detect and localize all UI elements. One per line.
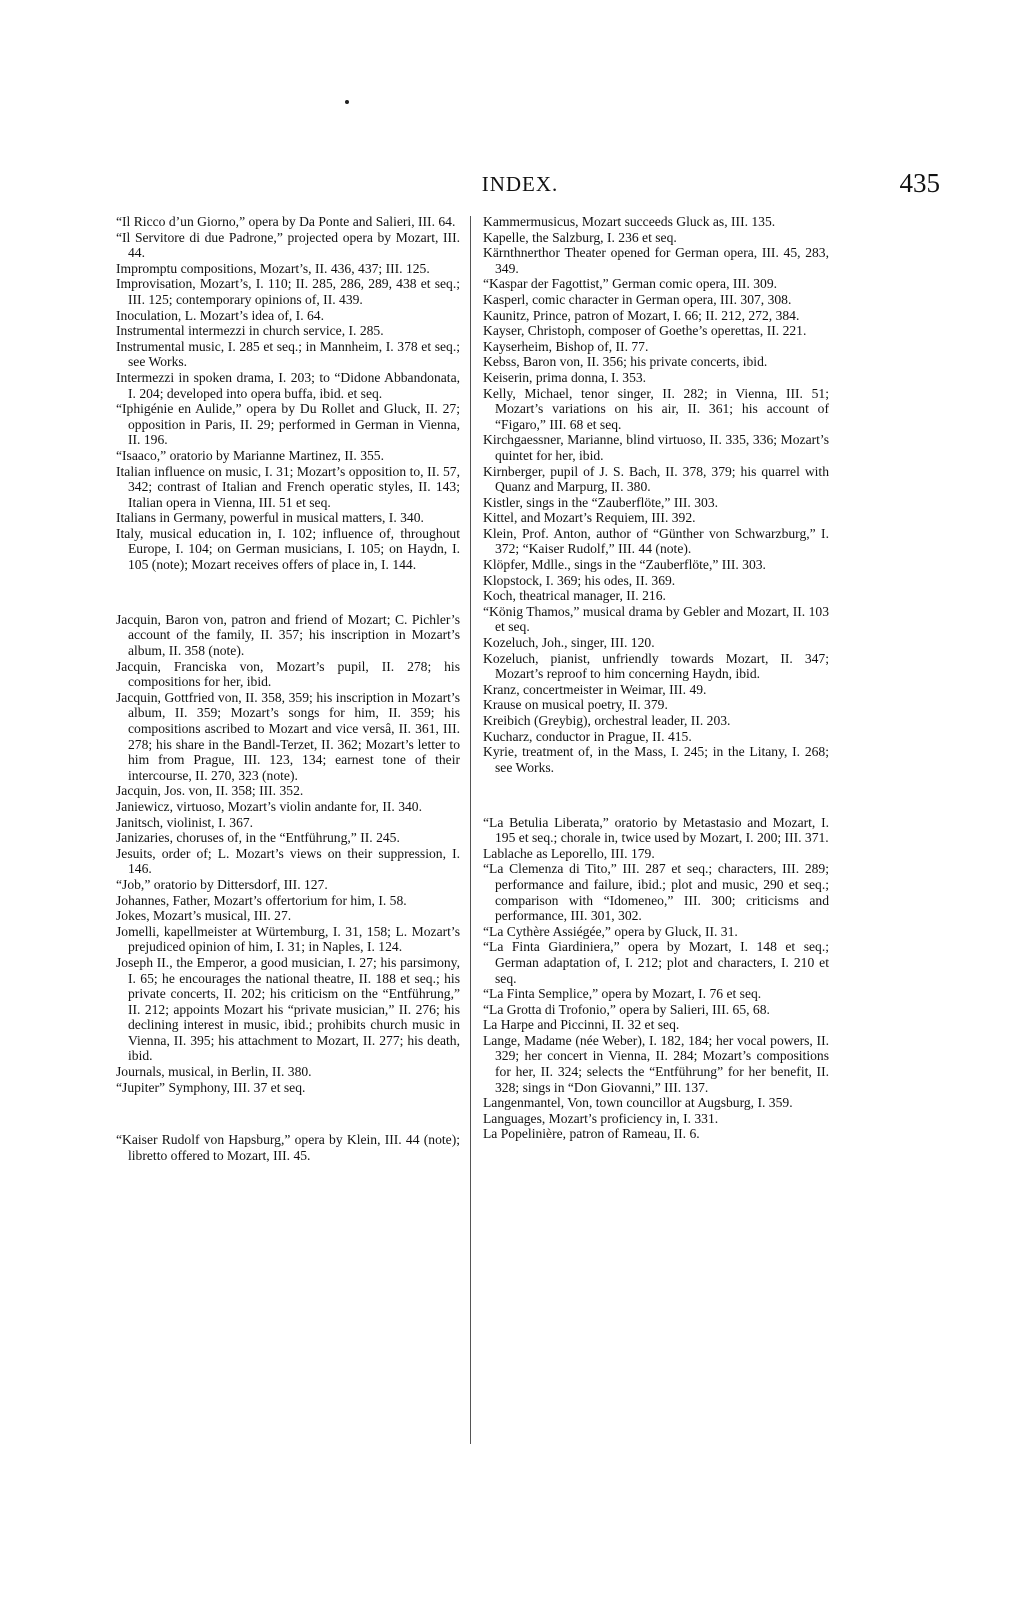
index-entry: Improvisation, Mozart’s, I. 110; II. 285, 286, 289, 438 et seq.; III. 125; contemporary opinions of, II. 439. bbox=[116, 276, 460, 307]
index-entry: “La Finta Giardiniera,” opera by Mozart, I. 148 et seq.; German adaptation of, I. 212; plot and characters, I. 210 et seq. bbox=[483, 939, 829, 986]
index-entry: Keiserin, prima donna, I. 353. bbox=[483, 369, 647, 385]
index-entry: Langenmantel, Von, town councillor at Augsburg, I. 359. bbox=[483, 1095, 793, 1111]
stray-mark bbox=[345, 100, 349, 104]
index-entry: “La Finta Semplice,” opera by Mozart, I. 76 et seq. bbox=[483, 986, 762, 1002]
page-number: 435 bbox=[899, 168, 940, 198]
index-entry: Kittel, and Mozart’s Requiem, III. 392. bbox=[483, 510, 696, 526]
index-entry: “Isaaco,” oratorio by Marianne Martinez, II. 355. bbox=[116, 447, 384, 463]
index-entry: Kapelle, the Salzburg, I. 236 et seq. bbox=[483, 229, 677, 245]
index-entry: Klöpfer, Mdlle., sings in the “Zauberflöte,” III. 303. bbox=[483, 557, 766, 573]
section-gap bbox=[116, 586, 460, 598]
index-entry: Instrumental intermezzi in church service, I. 285. bbox=[116, 323, 384, 339]
section-gap bbox=[116, 1109, 460, 1119]
index-entry: Kayserheim, Bishop of, II. 77. bbox=[483, 338, 649, 354]
index-entry: Kayser, Christoph, composer of Goethe’s operettas, II. 221. bbox=[483, 323, 807, 339]
index-entry: “Jupiter” Symphony, III. 37 et seq. bbox=[116, 1079, 306, 1095]
index-entry: “König Thamos,” musical drama by Gebler and Mozart, II. 103 et seq. bbox=[483, 603, 829, 635]
index-entry: La Harpe and Piccinni, II. 32 et seq. bbox=[483, 1017, 680, 1033]
index-entry: Jacquin, Franciska von, Mozart’s pupil, II. 278; his compositions for her, ibid. bbox=[116, 658, 460, 690]
page-title: INDEX. bbox=[481, 172, 559, 196]
index-entry: Klopstock, I. 369; his odes, II. 369. bbox=[483, 572, 676, 588]
index-entry: “Il Ricco d’un Giorno,” opera by Da Ponte and Salieri, III. 64. bbox=[116, 214, 456, 229]
index-entry: Lange, Madame (née Weber), I. 182, 184; her vocal powers, II. 329; her concert in Vienna, II. 284; Mozart’s compositions for her, II. 324; selects the “Entführung” for her benefit, II. 328; sings in “Don Giovanni,” III. 137. bbox=[483, 1032, 829, 1095]
index-entry: Kistler, sings in the “Zauberflöte,” III. 303. bbox=[483, 494, 719, 510]
index-entry: Kirchgaessner, Marianne, blind virtuoso, II. 335, 336; Mozart’s quintet for her, ibid. bbox=[483, 432, 829, 463]
index-entry: Jesuits, order of; L. Mozart’s views on their suppression, I. 146. bbox=[116, 845, 460, 877]
index-entry: Italians in Germany, powerful in musical matters, I. 340. bbox=[116, 510, 424, 526]
index-entry: La Popelinière, patron of Rameau, II. 6. bbox=[483, 1126, 700, 1142]
index-entry: Jokes, Mozart’s musical, III. 27. bbox=[116, 908, 292, 924]
index-entry: Kozeluch, pianist, unfriendly towards Mozart, II. 347; Mozart’s reproof to him concerning Haydn, ibid. bbox=[483, 650, 829, 682]
index-entry: Intermezzi in spoken drama, I. 203; to “Didone Abbandonata, I. 204; developed into opera buffa, ibid. et seq. bbox=[116, 369, 460, 401]
index-entry: Joseph II., the Emperor, a good musician, I. 27; his parsimony, I. 65; he encourages the national theatre, II. 188 et seq.; his private concerts, II. 202; his criticism on the “Entführung,” II. 212; appoints Mozart his “private musician,” II. 276; his declining interest in music, ibid.; prohibits church music in Vienna, II. 395; his attachment to Mozart, II. 277; his death, ibid. bbox=[116, 954, 460, 1064]
index-entry: Kranz, concertmeister in Weimar, III. 49. bbox=[483, 681, 707, 697]
index-entry: Janiewicz, virtuoso, Mozart’s violin andante for, II. 340. bbox=[116, 798, 422, 814]
index-entry: Klein, Prof. Anton, author of “Günther von Schwarzburg,” I. 372; “Kaiser Rudolf,” III. 44 (note). bbox=[483, 525, 829, 557]
index-entry: Languages, Mozart’s proficiency in, I. 331. bbox=[483, 1110, 719, 1126]
index-entry: Kelly, Michael, tenor singer, II. 282; in Vienna, III. 51; Mozart’s variations on his air, II. 361; his account of “Figaro,” III. 68 et seq. bbox=[483, 385, 829, 432]
index-entry: Italy, musical education in, I. 102; influence of, throughout Europe, I. 104; on German musicians, I. 105; on Haydn, I. 105 (note); Mozart receives offers of place in, I. 144. bbox=[116, 525, 460, 573]
index-entry: Instrumental music, I. 285 et seq.; in Mannheim, I. 378 et seq.; see Works. bbox=[116, 338, 460, 370]
index-entry: “La Cythère Assiégée,” opera by Gluck, II. 31. bbox=[483, 923, 738, 939]
index-entry: Koch, theatrical manager, II. 216. bbox=[483, 588, 666, 604]
index-entry: Journals, musical, in Berlin, II. 380. bbox=[116, 1064, 312, 1080]
index-entry: Johannes, Father, Mozart’s offertorium for him, I. 58. bbox=[116, 892, 407, 908]
index-entry: “Kaspar der Fagottist,” German comic opera, III. 309. bbox=[483, 276, 778, 292]
index-entry: Kebss, Baron von, II. 356; his private concerts, ibid. bbox=[483, 354, 768, 370]
index-entry: Kirnberger, pupil of J. S. Bach, II. 378, 379; his quarrel with Quanz and Marpurg, II. 380. bbox=[483, 463, 829, 495]
index-entry: “La Betulia Liberata,” oratorio by Metastasio and Mozart, I. 195 et seq.; chorale in, twice used by Mozart, I. 200; III. 371. bbox=[483, 814, 829, 846]
index-entry: Krause on musical poetry, II. 379. bbox=[483, 697, 668, 713]
page-header bbox=[100, 168, 940, 208]
index-entry: Jacquin, Gottfried von, II. 358, 359; his inscription in Mozart’s album, II. 359; Mozart’s songs for him, II. 359; his compositions ascribed to Mozart and vice versâ, II. 361, III. 278; his share in the Bandl-Terzet, II. 362; Mozart’s letter to him from Prague, III. 123, 134; earnest tone of their intercourse, II. 270, 323 (note). bbox=[116, 689, 460, 783]
section-gap bbox=[483, 789, 829, 801]
index-entry: Kaunitz, Prince, patron of Mozart, I. 66; II. 212, 272, 384. bbox=[483, 307, 800, 323]
index-entry: Kucharz, conductor in Prague, II. 415. bbox=[483, 728, 692, 744]
index-entry: Jomelli, kapellmeister at Würtemburg, I. 31, 158; L. Mozart’s prejudiced opinion of him, I. 31; in Naples, I. 124. bbox=[116, 923, 460, 955]
index-entry: “Il Servitore di due Padrone,” projected opera by Mozart, III. 44. bbox=[116, 229, 460, 261]
index-entry: Impromptu compositions, Mozart’s, II. 436, 437; III. 125. bbox=[116, 260, 430, 276]
index-entry: Janitsch, violinist, I. 367. bbox=[116, 814, 254, 830]
index-entry: Janizaries, choruses of, in the “Entführung,” II. 245. bbox=[116, 830, 400, 846]
index-entry: “La Grotta di Trofonio,” opera by Salieri, III. 65, 68. bbox=[483, 1001, 770, 1017]
index-entry: Inoculation, L. Mozart’s idea of, I. 64. bbox=[116, 307, 325, 323]
index-entry: “Kaiser Rudolf von Hapsburg,” opera by Klein, III. 44 (note); libretto offered to Mozart, III. 45. bbox=[116, 1132, 460, 1164]
index-entry: Jacquin, Baron von, patron and friend of Mozart; C. Pichler’s account of the family, II. 357; his inscription in Mozart’s album, II. 358 (note). bbox=[116, 611, 460, 659]
right-column bbox=[483, 214, 829, 1142]
column-divider bbox=[470, 216, 471, 1444]
index-entry: “La Clemenza di Tito,” III. 287 et seq.; characters, III. 289; performance and failure, ibid.; plot and music, 290 et seq.; comparison with “Idomeneo,” III. 300; criticisms and performance, III. 301, 302. bbox=[483, 861, 829, 924]
index-entry: Lablache as Leporello, III. 179. bbox=[483, 845, 655, 861]
index-entry: Kreibich (Greybig), orchestral leader, II. 203. bbox=[483, 713, 731, 728]
index-entry: Kammermusicus, Mozart succeeds Gluck as, III. 135. bbox=[483, 214, 776, 229]
index-entry: “Job,” oratorio by Dittersdorf, III. 127. bbox=[116, 876, 328, 892]
index-entry: Kasperl, comic character in German opera, III. 307, 308. bbox=[483, 291, 792, 307]
index-entry: Kyrie, treatment of, in the Mass, I. 245; in the Litany, I. 268; see Works. bbox=[483, 744, 829, 775]
left-column bbox=[116, 214, 460, 1164]
index-entry: Italian influence on music, I. 31; Mozart’s opposition to, II. 57, 342; contrast of Italian and French operatic styles, II. 143; Italian opera in Vienna, III. 51 et seq. bbox=[116, 463, 460, 510]
index-entry: Kärnthnerthor Theater opened for German opera, III. 45, 283, 349. bbox=[483, 245, 829, 276]
index-entry: “Iphigénie en Aulide,” opera by Du Rollet and Gluck, II. 27; opposition in Paris, II. 29; performed in German in Vienna, II. 196. bbox=[116, 401, 460, 448]
index-entry: Jacquin, Jos. von, II. 358; III. 352. bbox=[116, 783, 304, 799]
index-entry: Kozeluch, Joh., singer, III. 120. bbox=[483, 635, 655, 651]
